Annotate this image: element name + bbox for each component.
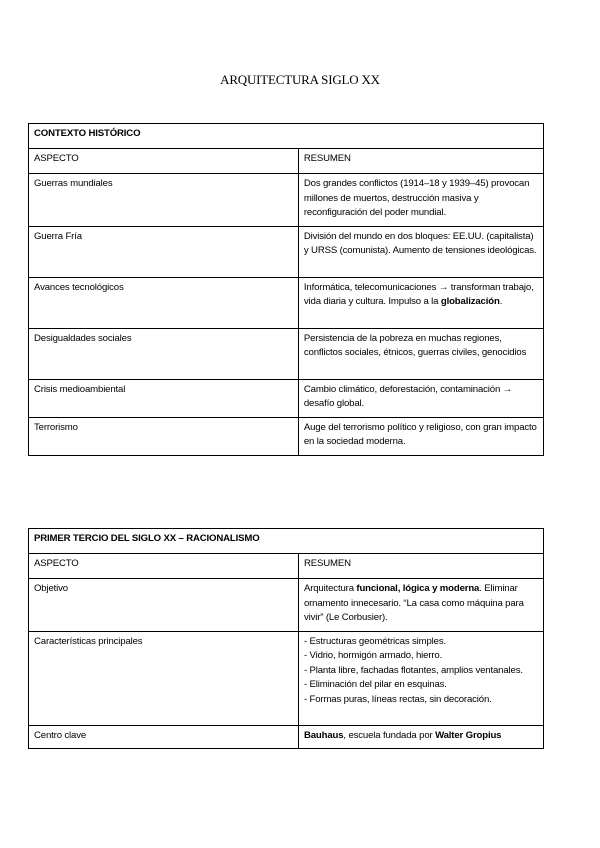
column-header-resumen: RESUMEN (298, 554, 543, 579)
summary-text: Informática, telecomunicaciones → transforman trabajo, vida diaria y cultura. Impulso a la (303, 281, 534, 307)
aspect-cell: Desigualdades sociales (29, 328, 299, 379)
summary-text: Arquitectura (303, 583, 357, 594)
page-title: ARQUITECTURA SIGLO XX (220, 72, 380, 87)
table-section-row (29, 529, 544, 554)
table-row (29, 631, 544, 725)
summary-bold-text: globalización (440, 296, 500, 307)
feature-line: - Eliminación del pilar en esquinas. (303, 679, 447, 690)
summary-cell (298, 579, 543, 632)
summary-cell: División del mundo en dos bloques: EE.UU. (capitalista) y URSS (comunista). Aumento de tensiones ideológicas. (298, 226, 543, 277)
aspect-cell: Centro clave (29, 725, 299, 749)
summary-text: . (499, 296, 503, 307)
section-title: PRIMER TERCIO DEL SIGLO XX – RACIONALISMO (29, 529, 544, 554)
summary-cell (298, 277, 543, 328)
column-header-resumen: RESUMEN (298, 149, 543, 174)
feature-line: - Formas puras, líneas rectas, sin decoración. (303, 693, 492, 705)
table-row (29, 328, 544, 379)
table-header-row (29, 554, 544, 579)
racionalismo-table (28, 528, 544, 749)
aspect-cell: Características principales (29, 631, 299, 725)
table-row (29, 226, 544, 277)
summary-bold-text: Walter Gropius (435, 729, 502, 741)
summary-text: . Eliminar ornamento innecesario. “La casa como máquina para vivir” (Le Corbusier). (303, 583, 524, 623)
feature-line: - Vidrio, hormigón armado, hierro. (303, 650, 443, 661)
summary-text: , escuela fundada por (343, 729, 436, 741)
aspect-cell: Terrorismo (29, 417, 299, 455)
table-row (29, 417, 544, 455)
summary-cell: Cambio climático, deforestación, contaminación → desafío global. (298, 379, 543, 417)
summary-cell: Auge del terrorismo político y religioso, con gran impacto en la sociedad moderna. (298, 417, 543, 455)
summary-cell (298, 631, 543, 725)
table-row (29, 579, 544, 632)
table-row (29, 725, 544, 749)
aspect-cell: Avances tecnológicos (29, 277, 299, 328)
summary-bold-text: funcional, lógica y moderna (356, 583, 480, 594)
table-section-row (29, 124, 544, 149)
summary-cell: Persistencia de la pobreza en muchas regiones, conflictos sociales, étnicos, guerras civiles, genocidios (298, 328, 543, 379)
column-header-aspecto: ASPECTO (29, 149, 299, 174)
table-header-row (29, 149, 544, 174)
feature-line: - Estructuras geométricas simples. (303, 635, 447, 647)
table-row (29, 174, 544, 227)
summary-cell (298, 725, 543, 749)
aspect-cell: Guerras mundiales (29, 174, 299, 227)
feature-line: - Planta libre, fachadas flotantes, amplios ventanales. (303, 664, 523, 676)
aspect-cell: Crisis medioambiental (29, 379, 299, 417)
section-title: CONTEXTO HISTÓRICO (29, 124, 544, 149)
table-row (29, 277, 544, 328)
table-row (29, 379, 544, 417)
aspect-cell: Objetivo (29, 579, 299, 632)
summary-cell: Dos grandes conflictos (1914–18 y 1939–45) provocan millones de muertos, destrucción masiva y reconfiguración del poder mundial. (298, 174, 543, 227)
aspect-cell: Guerra Fría (29, 226, 299, 277)
column-header-aspecto: ASPECTO (29, 554, 299, 579)
summary-bold-text: Bauhaus (303, 729, 344, 741)
context-table (28, 123, 544, 456)
